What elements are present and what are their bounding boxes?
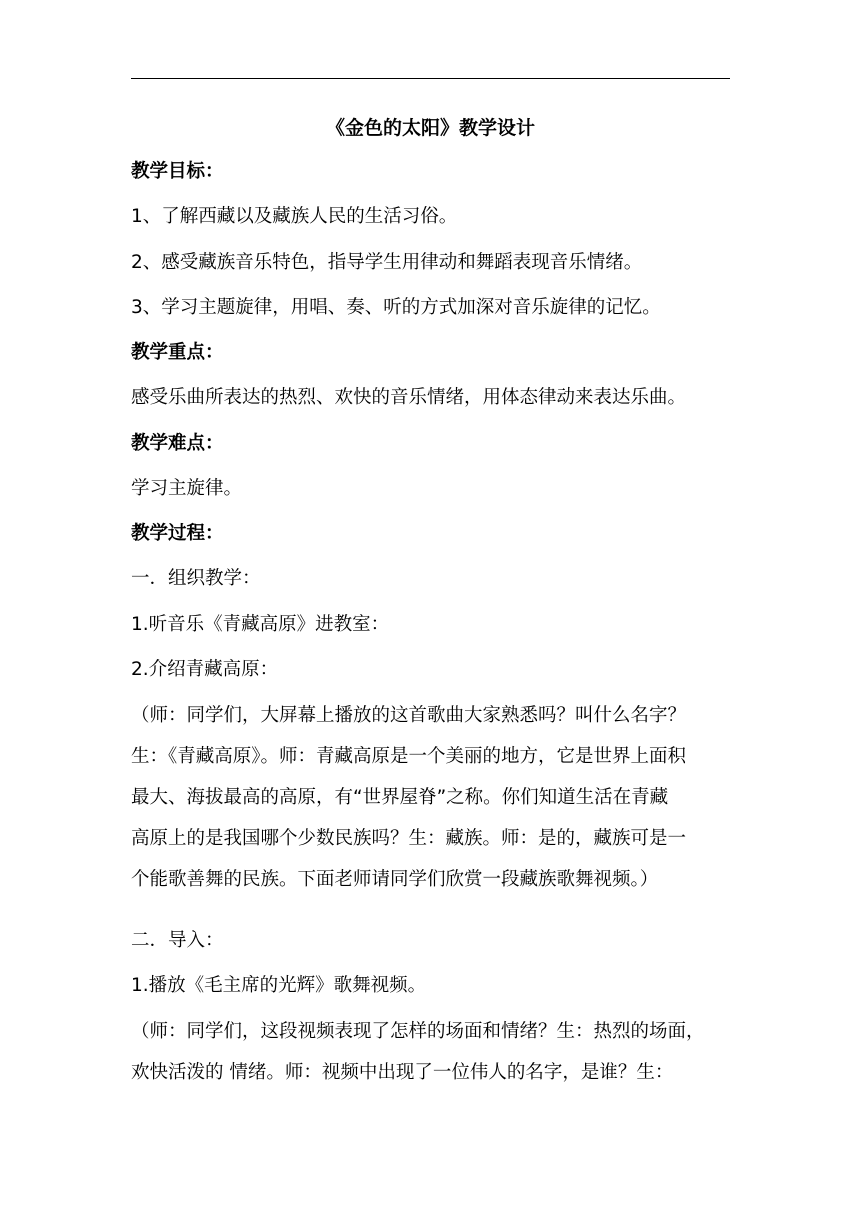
section-2-title: 二．导入：	[131, 930, 224, 951]
step-1-2: 2.介绍青藏高原：	[131, 659, 279, 680]
dialogue-2-line: （师：同学们，这段视频表现了怎样的场面和情绪？生：热烈的场面，	[131, 1021, 705, 1042]
process-heading: 教学过程：	[131, 523, 224, 544]
document-title: 《金色的太阳》教学设计	[325, 117, 535, 139]
key-points-text: 感受乐曲所表达的热烈、欢快的音乐情绪，用体态律动来表达乐曲。	[131, 387, 687, 408]
dialogue-1-line: 生：《青藏高原》。师：青藏高原是一个美丽的地方，它是世界上面积	[131, 746, 687, 767]
key-points-heading: 教学重点：	[131, 342, 224, 363]
goal-1: 1、了解西藏以及藏族人民的生活习俗。	[131, 206, 458, 227]
difficulty-heading: 教学难点：	[131, 433, 224, 454]
goal-3: 3、学习主题旋律，用唱、奏、听的方式加深对音乐旋律的记忆。	[131, 297, 661, 318]
dialogue-1-line: （师：同学们，大屏幕上播放的这首歌曲大家熟悉吗？叫什么名字？	[131, 705, 687, 726]
dialogue-1-line: 个能歌善舞的民族。下面老师请同学们欣赏一段藏族歌舞视频。）	[131, 869, 659, 890]
dialogue-1	[131, 695, 731, 900]
goals-heading: 教学目标：	[131, 161, 224, 182]
section-1-title: 一．组织教学：	[131, 568, 261, 589]
dialogue-1-line: 最大、海拔最高的高原，有“世界屋脊”之称。你们知道生活在青藏	[131, 787, 669, 808]
step-1-1: 1.听音乐《青藏高原》进教室：	[131, 614, 390, 635]
dialogue-2-line: 欢快活泼的 情绪。师：视频中出现了一位伟人的名字，是谁？生：	[131, 1062, 674, 1083]
header-rule	[131, 78, 730, 79]
goal-2: 2、感受藏族音乐特色，指导学生用律动和舞蹈表现音乐情绪。	[131, 252, 643, 273]
dialogue-1-line: 高原上的是我国哪个少数民族吗？生：藏族。师：是的，藏族可是一	[131, 828, 687, 849]
step-2-1: 1.播放《毛主席的光辉》歌舞视频。	[131, 975, 427, 996]
difficulty-text: 学习主旋律。	[131, 478, 243, 499]
dialogue-2	[131, 1011, 731, 1093]
